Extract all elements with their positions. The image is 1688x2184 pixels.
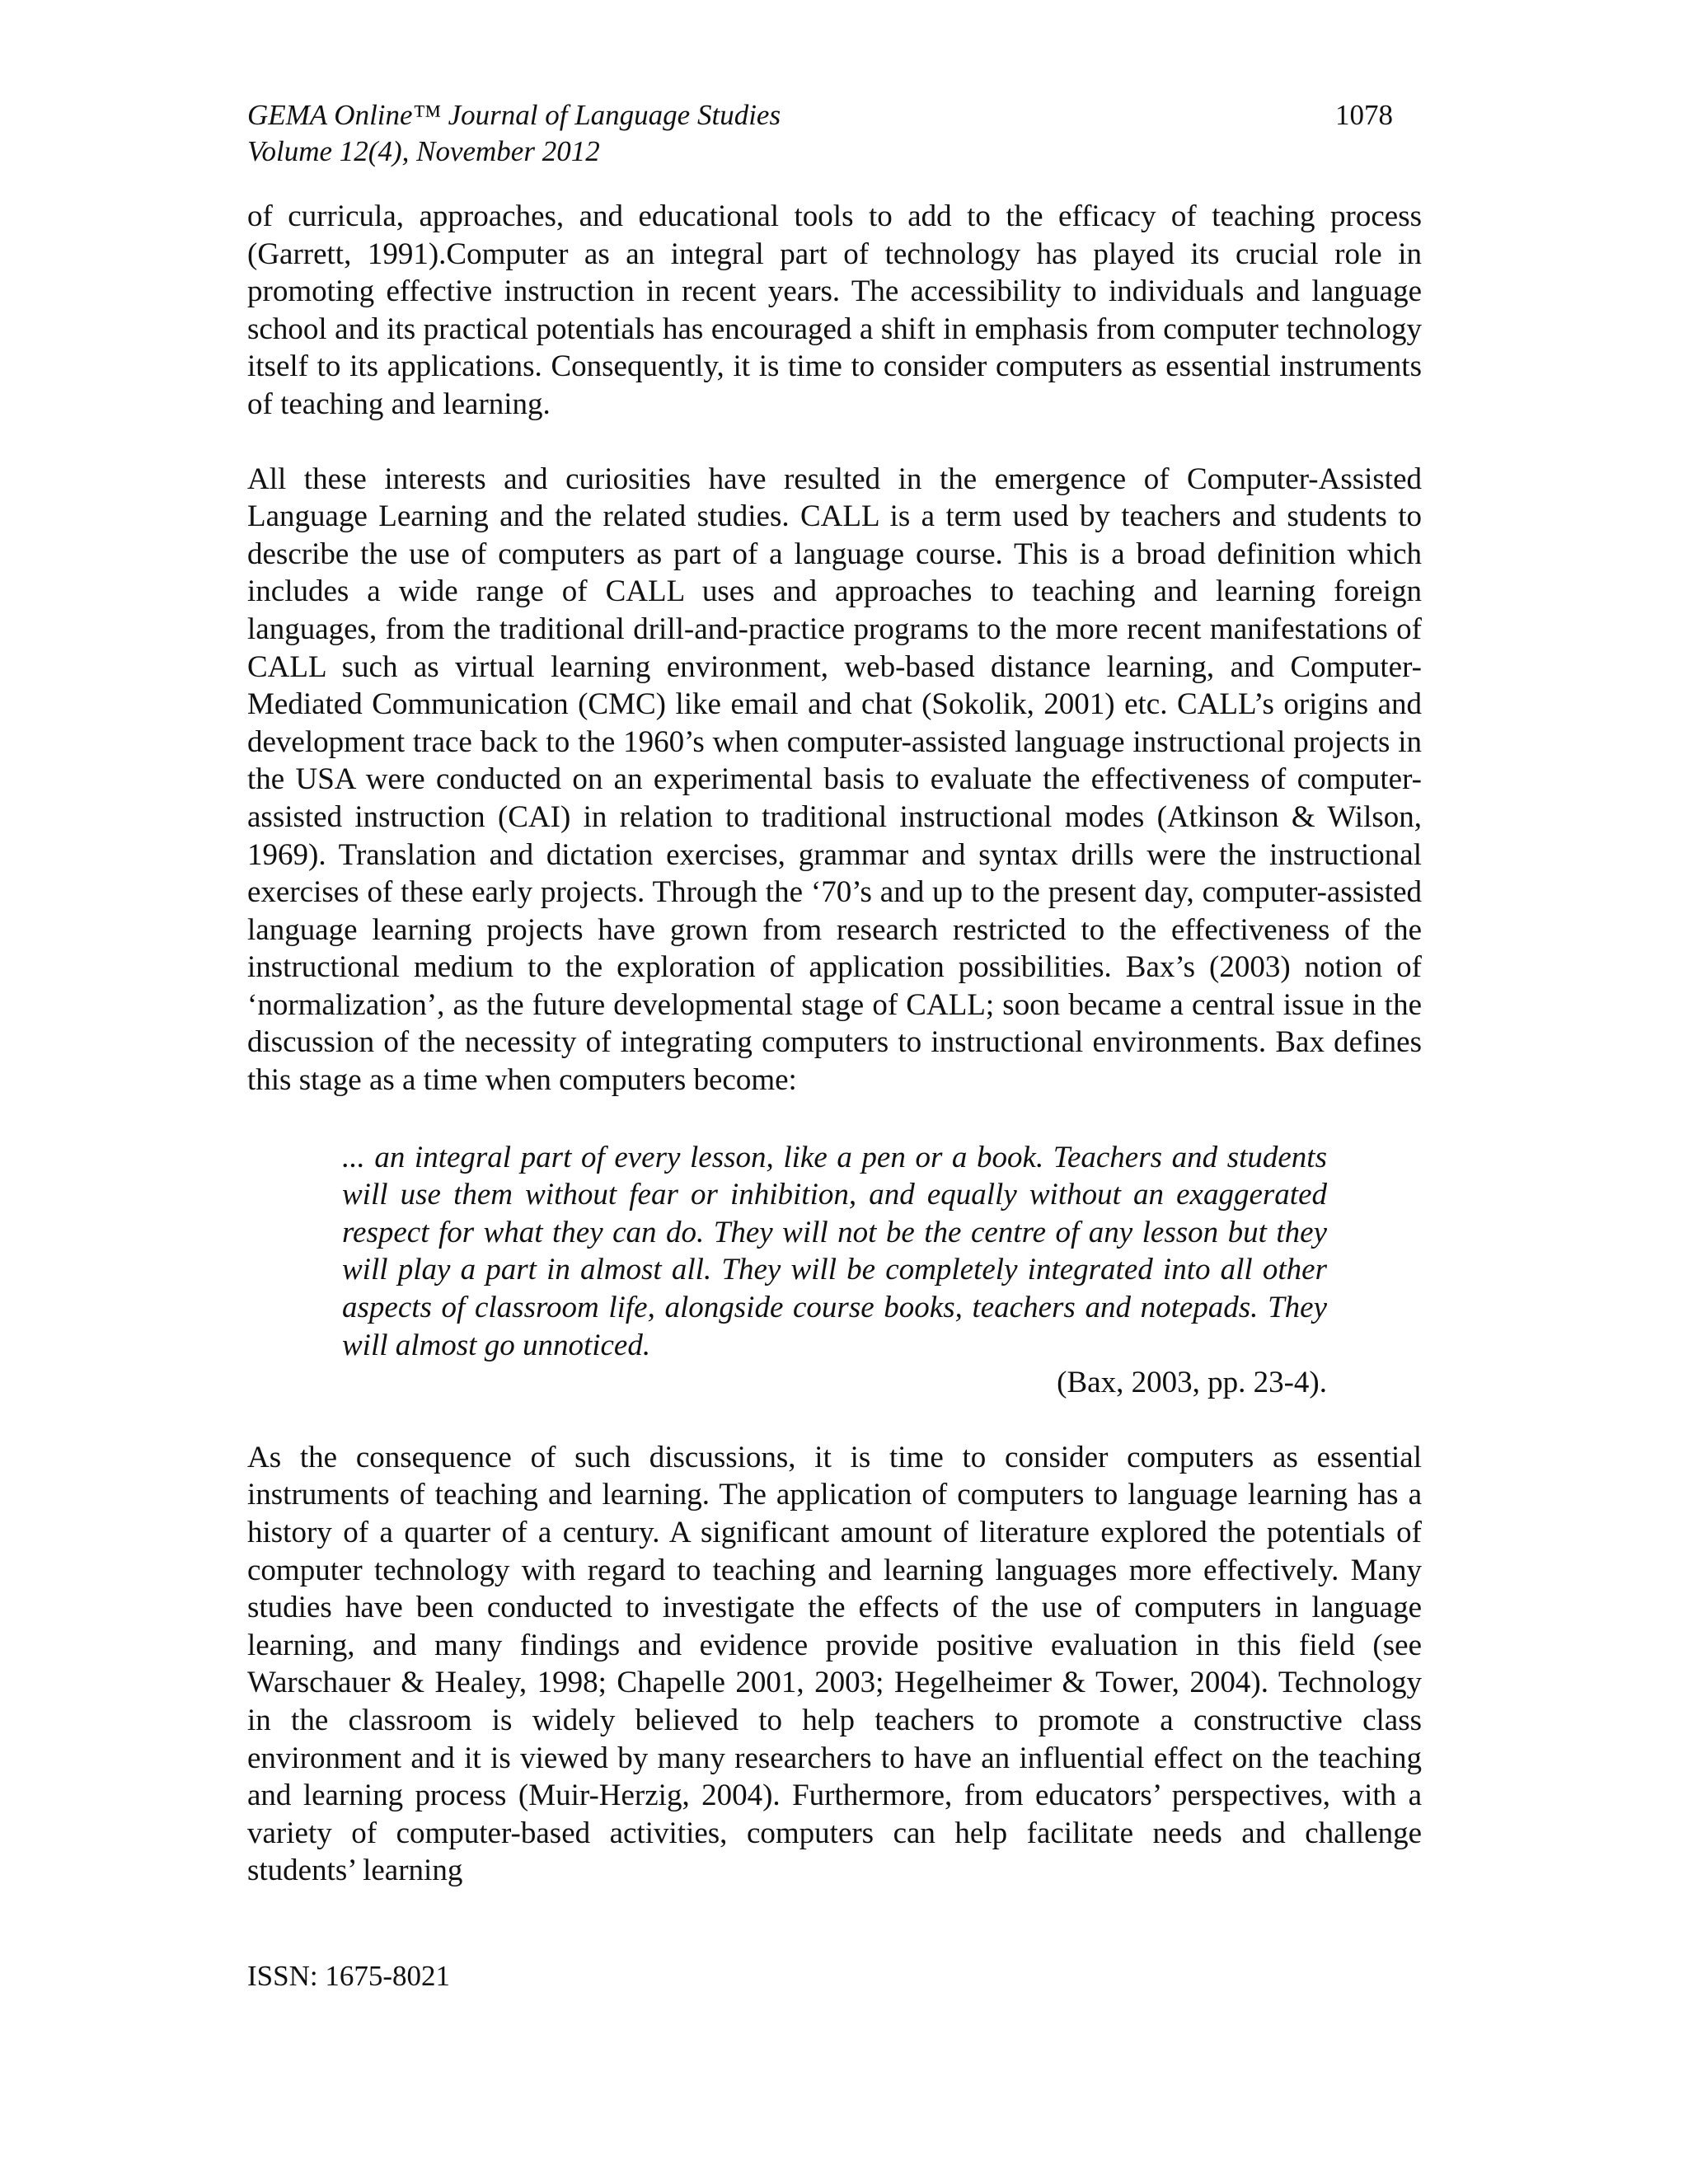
journal-title: GEMA Online™ Journal of Language Studies bbox=[247, 99, 781, 131]
article-body bbox=[247, 198, 1422, 1890]
paragraph-3: As the consequence of such discussions, it is time to consider computers as essential instruments of teaching and learning. The application of computers to language learning has a history of a quarter of a century. A significant amount of literature explored the potentials of computer technology with regard to teaching and learning languages more effectively. Many studies have been conducted to investigate the effects of the use of computers in language learning, and many findings and evidence provide positive evaluation in this field (see Warschauer & Healey, 1998; Chapelle 2001, 2003; Hegelheimer & Tower, 2004). Technology in the classroom is widely believed to help teachers to promote a constructive class environment and it is viewed by many researchers to have an influential effect on the teaching and learning process (Muir-Herzig, 2004). Furthermore, from educators’ perspectives, with a variety of computer-based activities, computers can help facilitate needs and challenge students’ learning bbox=[247, 1440, 1422, 1888]
block-quote bbox=[342, 1139, 1327, 1402]
issn-number: ISSN: 1675-8021 bbox=[247, 1960, 450, 1992]
quote-citation: (Bax, 2003, pp. 23-4). bbox=[1057, 1366, 1327, 1400]
quote-text: ... an integral part of every lesson, like a pen or a book. Teachers and students will use them without fear or inhibition, and equally without an exaggerated respect for what they can do. They will not be the centre of any lesson but they will play a part in almost all. They will be completely integrated into all other aspects of classroom life, alongside course books, teachers and notepads. They will almost go unnoticed. bbox=[342, 1140, 1327, 1362]
page-number: 1078 bbox=[1335, 99, 1393, 131]
paragraph-2: All these interests and curiosities have resulted in the emergence of Computer-Assisted Language Learning and the related studies. CALL is a term used by teachers and students to describe the use of computers as part of a language course. This is a broad definition which includes a wide range of CALL uses and approaches to teaching and learning foreign languages, from the traditional drill-and-practice programs to the more recent manifestations of CALL such as virtual learning environment, web-based distance learning, and Computer-Mediated Communication (CMC) like email and chat (Sokolik, 2001) etc. CALL’s origins and development trace back to the 1960’s when computer-assisted language instructional projects in the USA were conducted on an experimental basis to evaluate the effectiveness of computer-assisted instruction (CAI) in relation to traditional instructional modes (Atkinson & Wilson, 1969). Translation and dictation exercises, grammar and syntax drills were the instructional exercises of these early projects. Through the ‘70’s and up to the present day, computer-assisted language learning projects have grown from research restricted to the effectiveness of the instructional medium to the exploration of application possibilities. Bax’s (2003) notion of ‘normalization’, as the future developmental stage of CALL; soon became a central issue in the discussion of the necessity of integrating computers to instructional environments. Bax defines this stage as a time when computers become: bbox=[247, 462, 1422, 1098]
page-footer bbox=[247, 1958, 450, 1994]
paragraph-1: of curricula, approaches, and educational tools to add to the efficacy of teaching process (Garrett, 1991).Computer as an integral part of technology has played its crucial role in promoting effective instruction in recent years. The accessibility to individuals and language school and its practical potentials has encouraged a shift in emphasis from computer technology itself to its applications. Consequently, it is time to consider computers as essential instruments of teaching and learning. bbox=[247, 199, 1422, 421]
page-header bbox=[247, 97, 1418, 170]
journal-volume: Volume 12(4), November 2012 bbox=[247, 135, 600, 167]
